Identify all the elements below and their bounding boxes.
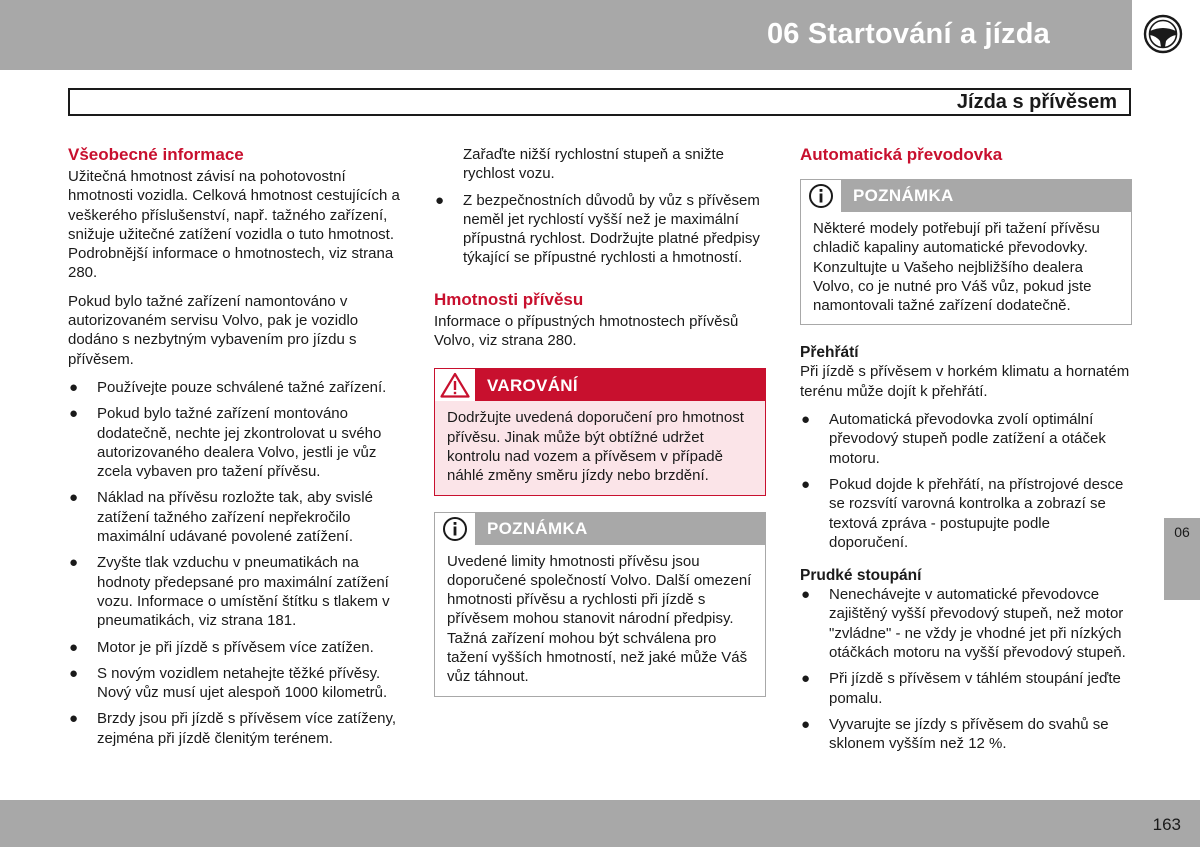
section-title-bar (68, 88, 1131, 116)
paragraph: Informace o přípustných hmotnostech přívěsů Volvo, viz strana 280. (434, 312, 739, 350)
bullet-icon: ● (801, 670, 811, 688)
bullet-list (800, 585, 1132, 753)
continued-text: Zařaďte nižší rychlostní stupeň a snižte rychlost vozu. (463, 146, 725, 183)
list-item (68, 664, 402, 703)
list-item (68, 553, 402, 630)
note-header (435, 513, 765, 545)
list-item (800, 715, 1132, 754)
paragraph: Při jízdě s přívěsem v horkém klimatu a hornatém terénu může dojít k přehřátí. (800, 363, 1130, 400)
footer-band (0, 800, 1200, 847)
list-item-text: Při jízdě s přívěsem v táhlém stoupání jeďte pomalu. (829, 670, 1121, 707)
bullet-icon: ● (69, 554, 79, 572)
bullet-list (68, 378, 402, 748)
page-number: 163 (1152, 815, 1181, 834)
note-label: POZNÁMKA (487, 518, 588, 538)
column-trailer-weights (434, 145, 766, 713)
bullet-icon: ● (69, 638, 79, 656)
list-item-text: Z bezpečnostních důvodů by vůz s přívěsem neměl jet rychlostí vyšší než je maximální přípustná rychlost. Dodržujte platné předpisy týkající se přípustné rychlosti a hmotností. (463, 191, 760, 267)
paragraph: Užitečná hmotnost závisí na pohotovostní hmotnosti vozidla. Celková hmotnost cestujících a veškerého příslušenství, např. tažného zařízení, snižuje užitečné zatížení vozidla o tuto hmotnost. Podrobnější informace o hmotnostech, viz strana 280. (68, 168, 400, 282)
list-item-text: Automatická převodovka zvolí optimální převodový stupeň podle zatížení a otáček motoru. (829, 411, 1106, 467)
header-band (0, 0, 1132, 70)
chapter-side-tab-label: 06 (1174, 524, 1190, 540)
paragraph: Pokud bylo tažné zařízení namontováno v autorizovaném servisu Volvo, pak je vozidlo dodáno s nezbytným vybavením pro jízdu s přívěsem. (68, 292, 359, 368)
list-item (68, 378, 402, 397)
bullet-icon: ● (69, 405, 79, 423)
note-box (434, 512, 766, 697)
warning-box (434, 368, 766, 495)
warning-label: VAROVÁNÍ (487, 375, 578, 395)
bullet-icon: ● (69, 489, 79, 507)
note-box (800, 179, 1132, 325)
note-header (801, 180, 1131, 212)
bullet-icon: ● (69, 710, 79, 728)
heading-automatic-transmission: Automatická převodovka (800, 145, 1003, 164)
list-item (800, 475, 1132, 552)
bullet-icon: ● (435, 191, 445, 209)
bullet-icon: ● (801, 411, 811, 429)
warning-header (435, 369, 765, 401)
section-title: Jízda s přívěsem (956, 91, 1117, 113)
list-item (434, 191, 766, 268)
list-item (800, 585, 1132, 662)
column-general-info (68, 145, 402, 755)
heading-trailer-weights: Hmotnosti přívěsu (434, 289, 584, 309)
bullet-icon: ● (69, 664, 79, 682)
note-text: Uvedené limity hmotnosti přívěsu jsou doporučené společností Volvo. Další omezení hmotnosti přívěsu a rychlosti při jízdě s přívěsem mohou stanovit národní předpisy. Tažná zařízení mohou být schválena pro tažení vyšších hmotností, než jaké může Váš vůz táhnout. (435, 545, 765, 696)
subheading-overheating: Přehřátí (800, 344, 859, 362)
steering-wheel-icon (1143, 14, 1183, 54)
note-text: Některé modely potřebují při tažení přívěsu chladič kapaliny automatické převodovky. Konzultujte u Vašeho nejbližšího dealera Volvo, co je nutné pro Váš vůz, pokud jste namontovali tažné zařízení dodatečně. (801, 212, 1131, 324)
bullet-icon: ● (69, 378, 79, 396)
list-item-text: Zvyšte tlak vzduchu v pneumatikách na hodnoty předepsané pro maximální zatížení vozu. Informace o umístění štítku s tlakem v pneumatikách, viz strana 181. (97, 554, 390, 630)
list-item-text: Pokud dojde k přehřátí, na přístrojové desce se rozsvítí varovná kontrolka a zobrazí se textová zpráva - postupujte podle doporučení. (829, 475, 1124, 551)
bullet-list (800, 410, 1132, 552)
list-item-text: Používejte pouze schválené tažné zařízení. (97, 378, 387, 396)
list-item-text: Vyvarujte se jízdy s přívěsem do svahů se sklonem vyšším než 12 %. (829, 715, 1109, 753)
chapter-side-tab (1164, 518, 1200, 600)
list-item (800, 669, 1132, 708)
bullet-icon: ● (801, 586, 811, 604)
subheading-steep-incline: Prudké stoupání (800, 567, 922, 585)
list-item-text: Nenechávejte v automatické převodovce zajištěný vyšší převodový stupeň, než motor "zvládne" - ne vždy je vhodné jet při nízkých otáčkách motoru na vyšší převodový stupeň. (829, 586, 1126, 662)
list-item (68, 709, 402, 748)
list-item-text: Náklad na přívěsu rozložte tak, aby svislé zatížení tažného zařízení nepřekročilo maximální udávané povolené zatížení. (97, 489, 373, 546)
heading-general-info: Všeobecné informace (68, 145, 244, 164)
bullet-list (434, 191, 766, 268)
bullet-icon: ● (801, 715, 811, 733)
chapter-title: 06 Startování a jízda (766, 18, 1050, 50)
column-automatic-transmission (800, 145, 1132, 761)
bullet-icon: ● (801, 475, 811, 493)
list-item-text: S novým vozidlem netahejte těžké přívěsy. Nový vůz musí ujet alespoň 1000 kilometrů. (97, 664, 388, 702)
list-item-text: Brzdy jsou při jízdě s přívěsem více zatíženy, zejména při jízdě členitým terénem. (97, 710, 396, 747)
info-icon (435, 513, 475, 545)
list-item-text: Pokud bylo tažné zařízení montováno dodatečně, nechte jej zkontrolovat u svého autorizovaného dealera Volvo, jestli je vůz zcela vybaven pro tažení přívěsu. (97, 405, 382, 481)
warning-text: Dodržujte uvedená doporučení pro hmotnost přívěsu. Jinak může být obtížné udržet kontrolu nad vozem a přívěsem v případě náhlé změny směru jízdy nebo brzdění. (435, 401, 765, 494)
list-item (68, 488, 402, 546)
list-item-text: Motor je při jízdě s přívěsem více zatížen. (97, 638, 374, 656)
info-icon (801, 180, 841, 212)
list-item (800, 410, 1132, 468)
list-item (68, 404, 402, 481)
list-item (68, 638, 402, 657)
note-label: POZNÁMKA (853, 186, 954, 206)
warning-triangle-icon (435, 369, 475, 401)
